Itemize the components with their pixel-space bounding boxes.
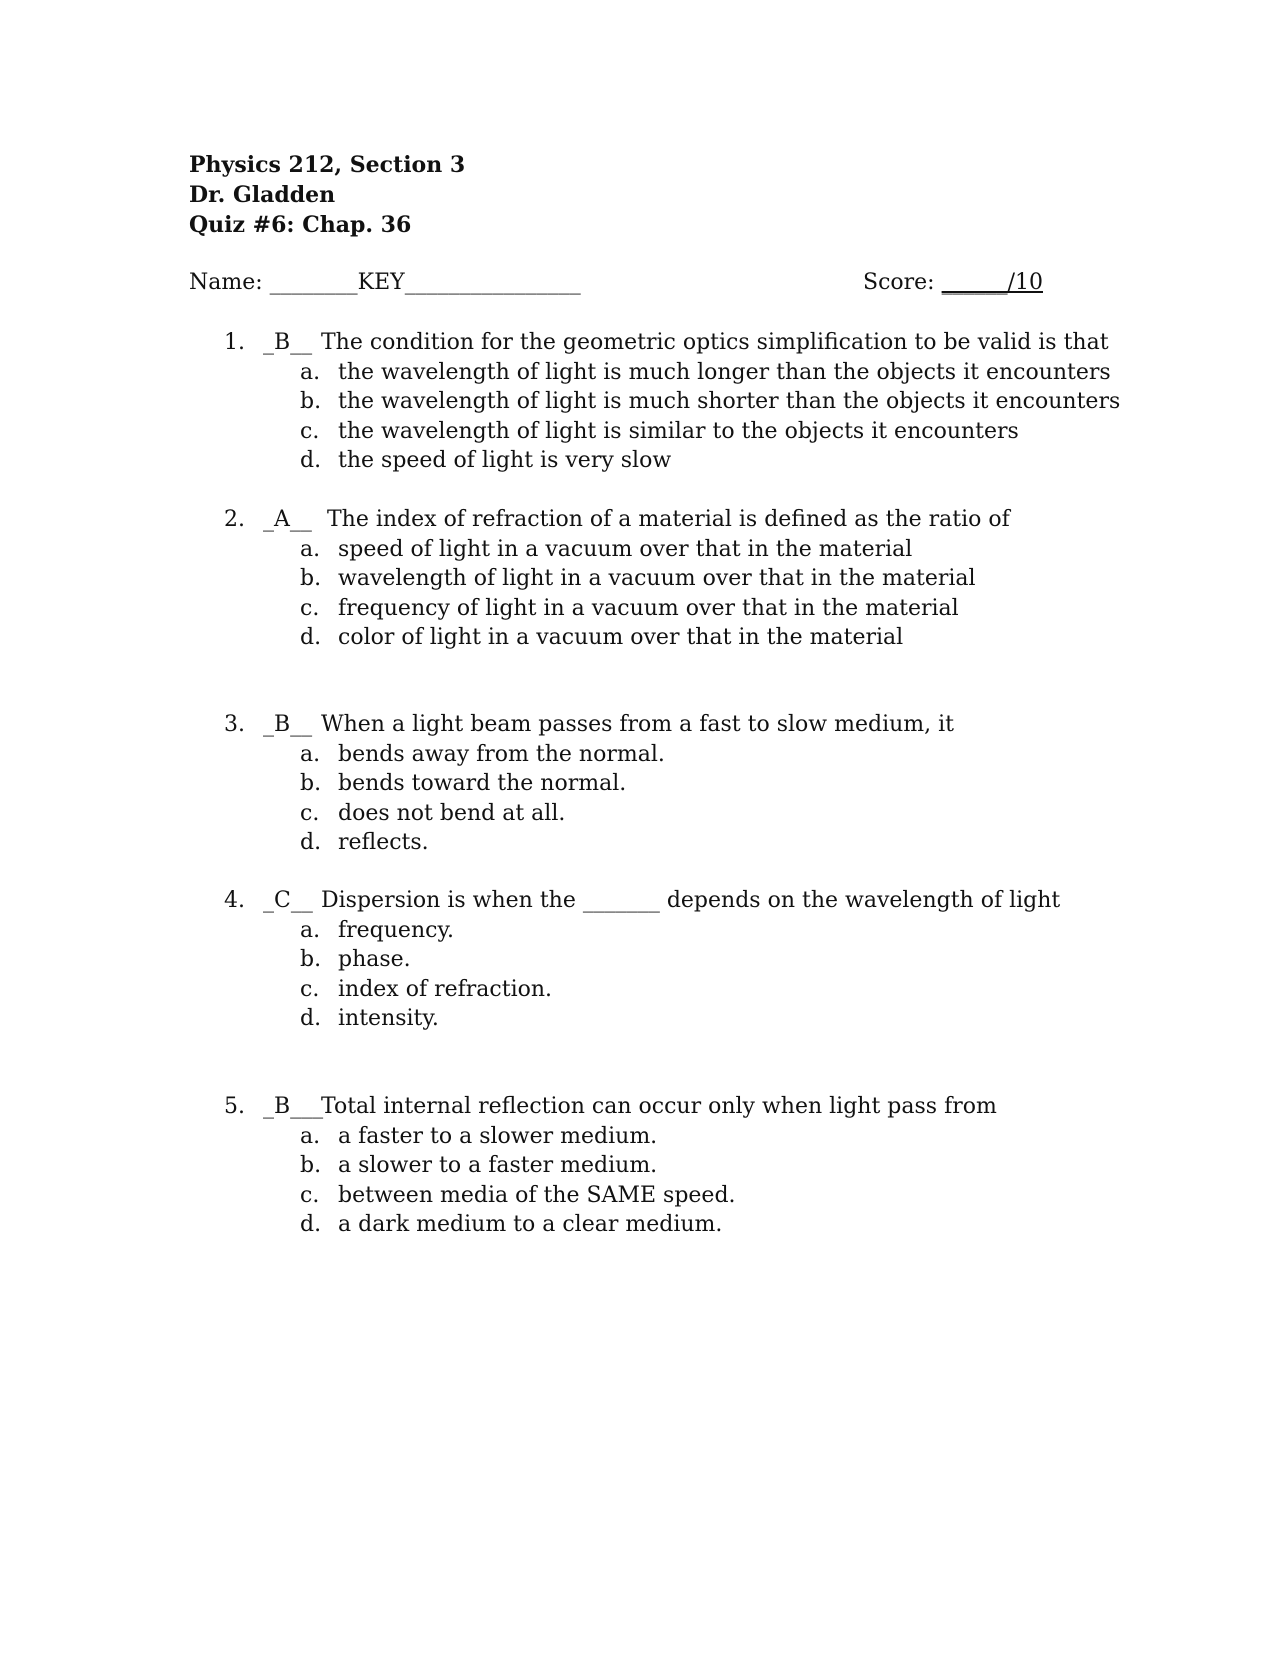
question-number: 4. [224, 888, 245, 913]
option-label: b. [300, 771, 322, 796]
option-text: the wavelength of light is similar to the objects it encounters [338, 418, 1019, 444]
option-label: a. [300, 359, 321, 385]
score-value: ______/10 [941, 270, 1043, 295]
question-number: 3. [224, 712, 245, 737]
option-text: a slower to a faster medium. [338, 1153, 658, 1178]
option-label: a. [300, 1123, 321, 1149]
option-text: a dark medium to a clear medium. [338, 1212, 723, 1237]
option-text: the wavelength of light is much shorter than the objects it encounters [338, 389, 1121, 414]
option-label: c. [300, 595, 320, 621]
question-text: Total internal reflection can occur only when light pass from [321, 1094, 997, 1119]
option-label: b. [300, 947, 322, 972]
option-label: b. [300, 566, 322, 591]
name-value: ________KEY________________ [269, 270, 581, 295]
question-answer: _B___ [263, 1094, 324, 1119]
question-number: 1. [224, 330, 245, 355]
option-label: d. [300, 1212, 322, 1237]
option-label: c. [300, 976, 320, 1002]
option-label: c. [300, 418, 320, 444]
option-text: index of refraction. [338, 976, 553, 1002]
question-answer: _B__ [263, 330, 313, 355]
option-label: b. [300, 1153, 322, 1178]
course-title: Physics 212, Section 3 [189, 152, 466, 178]
option-label: d. [300, 1006, 322, 1031]
option-label: d. [300, 830, 322, 855]
name-label: Name: [189, 270, 263, 295]
option-text: a faster to a slower medium. [338, 1123, 658, 1149]
option-text: frequency. [338, 917, 454, 943]
name-line [189, 270, 581, 295]
option-text: between media of the SAME speed. [338, 1182, 736, 1208]
score-line [863, 270, 1043, 295]
option-text: intensity. [338, 1006, 439, 1031]
quiz-title: Quiz #6: Chap. 36 [189, 212, 412, 238]
option-label: a. [300, 741, 321, 767]
question-answer: _C__ [263, 888, 313, 913]
instructor-name: Dr. Gladden [189, 182, 336, 208]
option-text: the wavelength of light is much longer than the objects it encounters [338, 359, 1111, 385]
option-text: the speed of light is very slow [338, 448, 672, 473]
option-text: does not bend at all. [338, 800, 566, 826]
question-text: Dispersion is when the _______ depends on the wavelength of light [321, 888, 1061, 913]
question-answer: _B__ [263, 712, 313, 737]
score-label: Score: [863, 270, 935, 295]
question-number: 2. [224, 507, 245, 532]
option-text: bends toward the normal. [338, 771, 627, 796]
option-text: phase. [338, 947, 411, 972]
option-text: wavelength of light in a vacuum over that in the material [338, 566, 976, 591]
question-text: The condition for the geometric optics simplification to be valid is that [321, 330, 1109, 355]
question-text: When a light beam passes from a fast to slow medium, it [321, 712, 955, 737]
option-label: c. [300, 1182, 320, 1208]
question-text: The index of refraction of a material is defined as the ratio of [327, 507, 1010, 532]
option-text: color of light in a vacuum over that in the material [338, 625, 904, 650]
option-label: a. [300, 917, 321, 943]
question-answer: _A__ [263, 507, 312, 532]
quiz-header [189, 150, 465, 240]
option-label: c. [300, 800, 320, 826]
option-label: d. [300, 625, 322, 650]
option-text: reflects. [338, 830, 429, 855]
option-label: b. [300, 389, 322, 414]
option-text: frequency of light in a vacuum over that in the material [338, 595, 959, 621]
option-text: bends away from the normal. [338, 741, 665, 767]
option-text: speed of light in a vacuum over that in the material [338, 536, 913, 562]
option-label: d. [300, 448, 322, 473]
question-number: 5. [224, 1094, 245, 1119]
option-label: a. [300, 536, 321, 562]
